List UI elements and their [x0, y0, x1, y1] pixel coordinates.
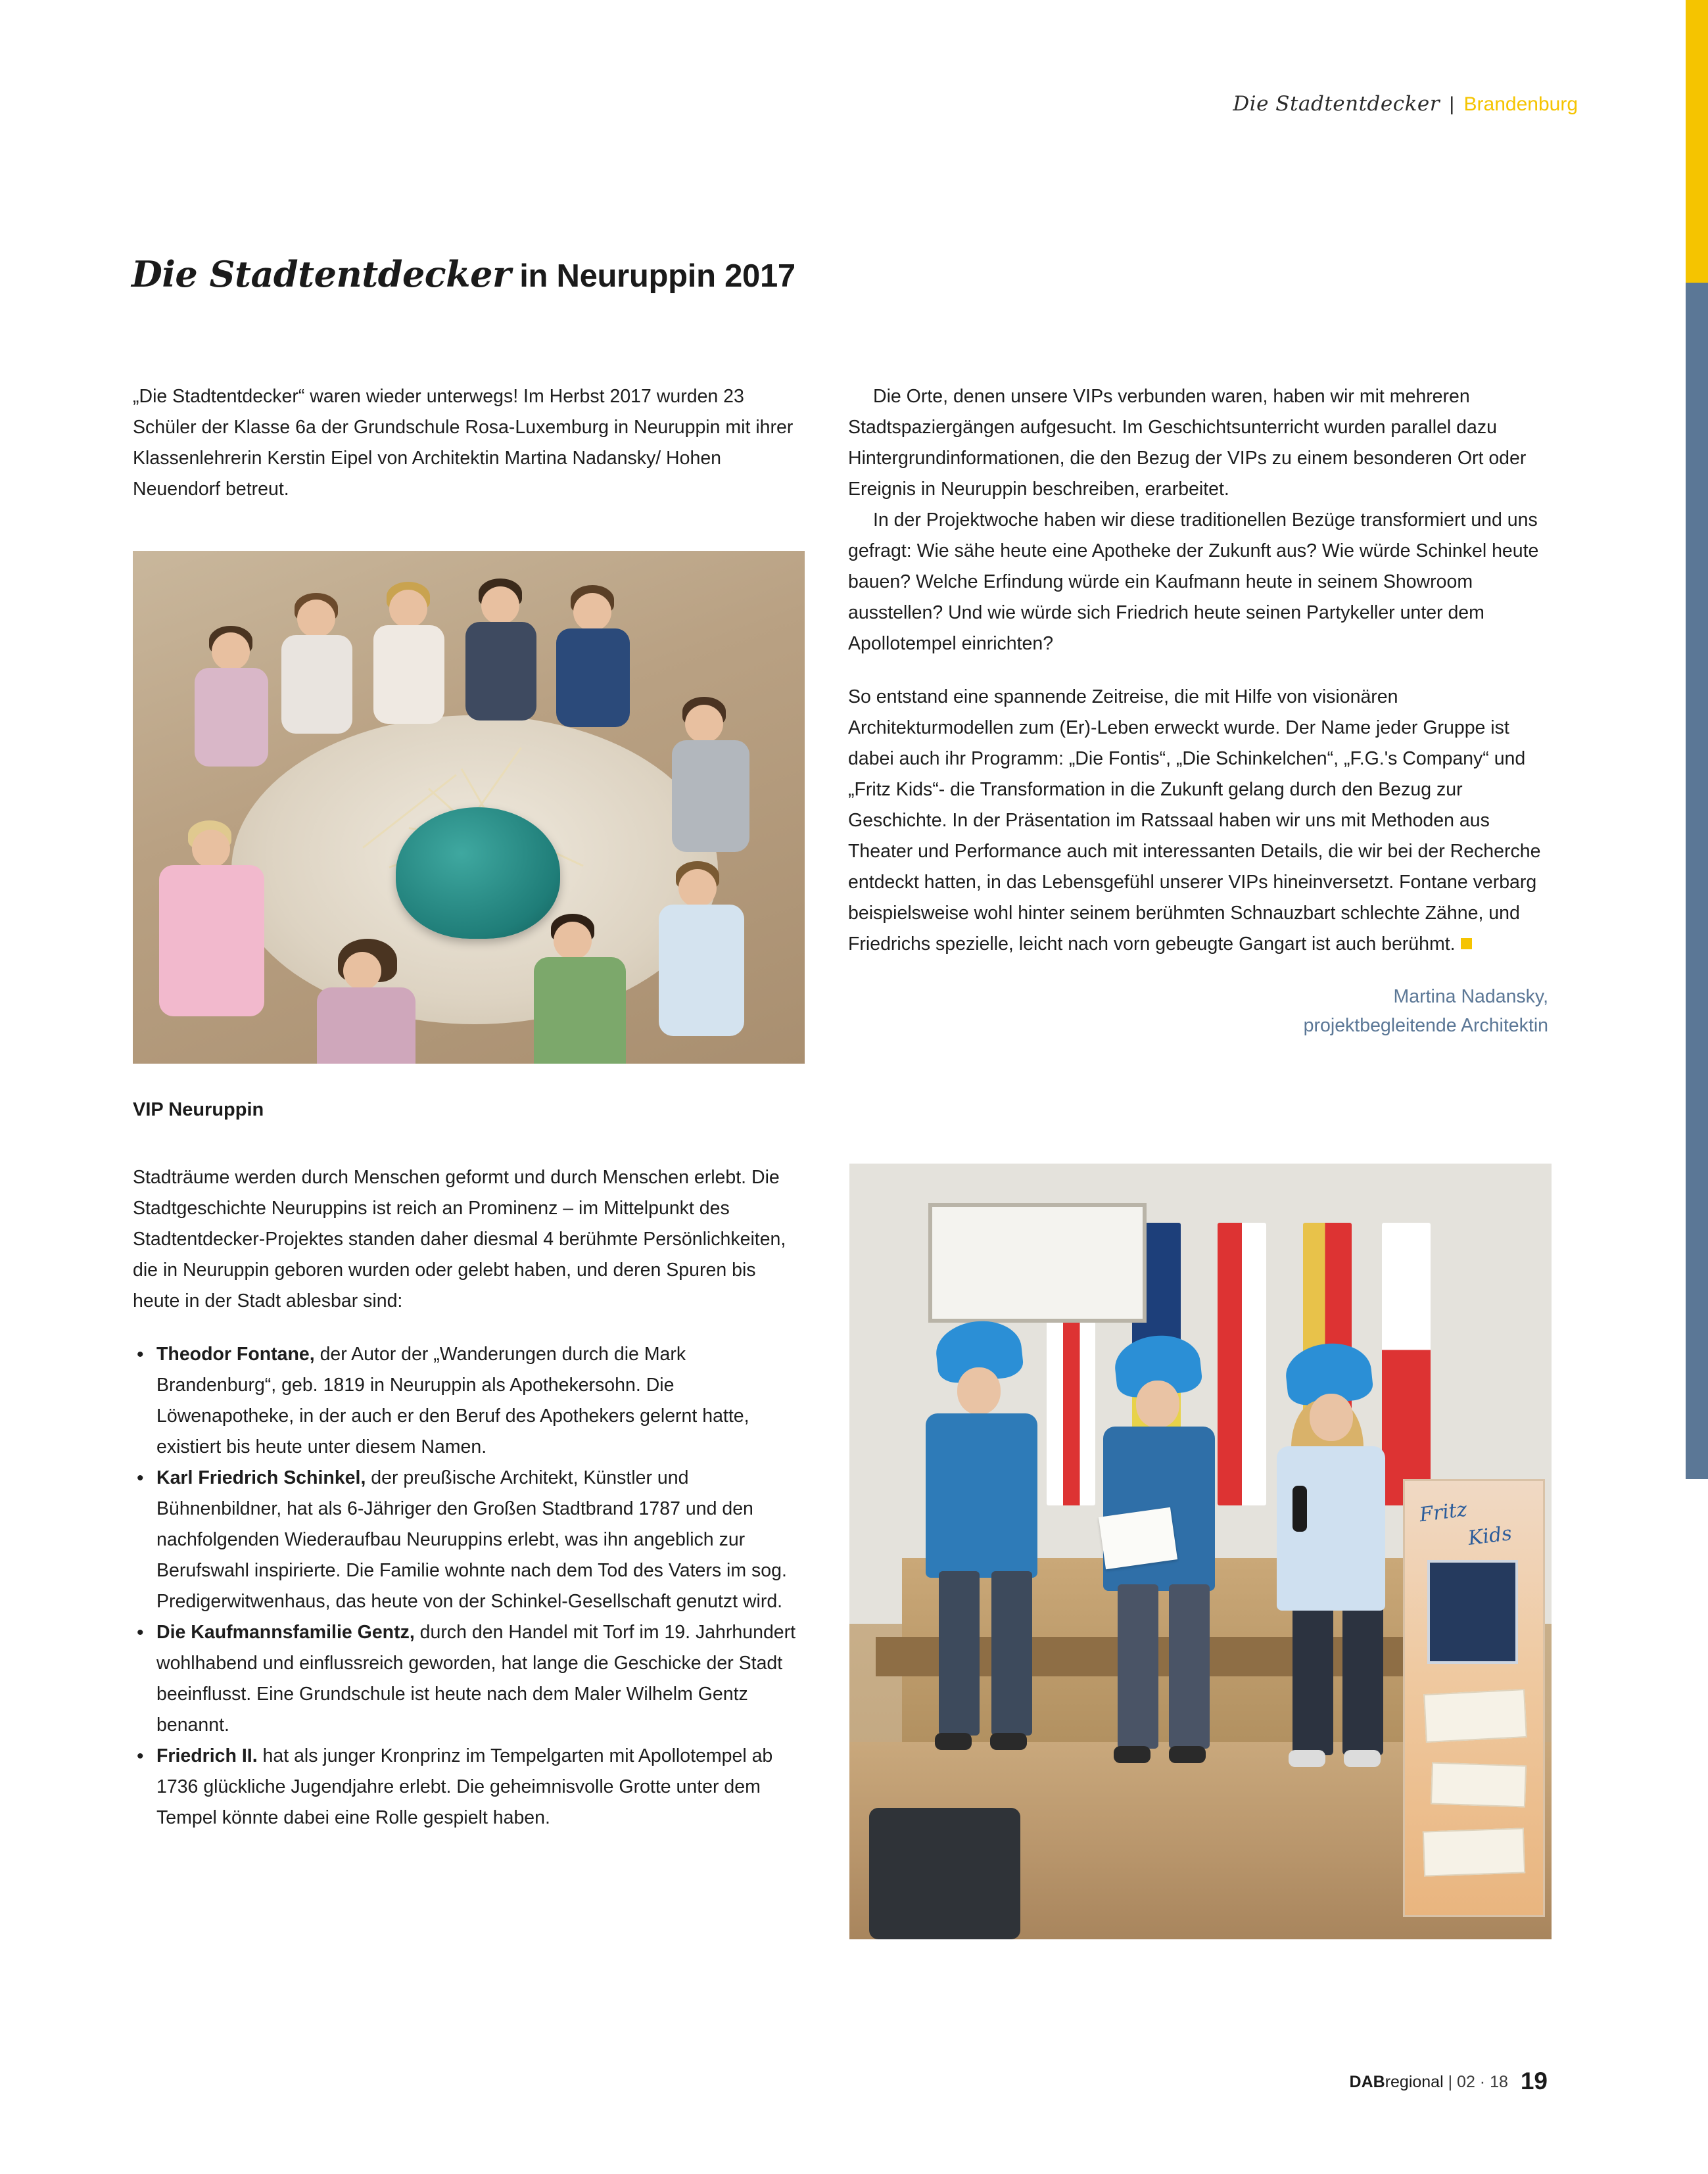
- subheading-vip-neuruppin: VIP Neuruppin: [133, 1099, 264, 1120]
- list-item: [133, 1617, 805, 1741]
- list-item: [133, 1741, 805, 1833]
- left-column-lower: [133, 1162, 805, 1833]
- poster-title-line2: Kids: [1467, 1522, 1513, 1550]
- vip-text: der Autor der „Wanderungen durch die Mark Brandenburg“, geb. 1819 in Neuruppin als Apothekersohn. Die Löwenapotheke, in der auch er den Beruf des Apothekers gelernt hatte, existiert bis heute unter diesem Namen.: [156, 1344, 749, 1457]
- list-item: [133, 1463, 805, 1617]
- article-signature: [848, 982, 1548, 1040]
- vip-text: hat als junger Kronprinz im Tempelgarten mit Apollotempel ab 1736 glückliche Jugendjahre erlebt. Die geheimnisvolle Grotte unter dem Tempel könnte dabei eine Rolle gespielt haben.: [156, 1745, 773, 1828]
- right-column: [848, 381, 1548, 1040]
- vip-name: Die Kaufmannsfamilie Gentz,: [156, 1622, 415, 1643]
- vip-name: Theodor Fontane,: [156, 1344, 315, 1365]
- footer-issue: 02 · 18: [1457, 2073, 1508, 2091]
- paragraph-projektwoche: In der Projektwoche haben wir diese traditionellen Bezüge transformiert und uns gefragt: Wie sähe heute eine Apotheke der Zukunft aus? Wie würde Schinkel heute bauen? Welche Erfindung würde ein Kaufmann heute in seinem Showroom ausstellen? Und wie würde sich Friedrich heute seinen Partykeller unter dem Apollotempel einrichten?: [848, 509, 1539, 654]
- footer-brand-rest: regional: [1385, 2073, 1444, 2091]
- photo-workshop: [133, 551, 805, 1064]
- vip-name: Friedrich II.: [156, 1745, 258, 1766]
- poster-note: [1423, 1828, 1525, 1876]
- running-header: [789, 92, 1578, 116]
- noticeboard: [928, 1203, 1147, 1323]
- running-header-title: Die Stadtentdecker: [1233, 92, 1440, 116]
- edge-bar-yellow: [1686, 0, 1708, 283]
- flag-icon: [1382, 1223, 1431, 1505]
- microphone-icon: [1293, 1486, 1307, 1532]
- vip-name: Karl Friedrich Schinkel,: [156, 1467, 366, 1488]
- page-title-script: Die Stadtentdecker: [131, 253, 511, 295]
- group-poster: [1403, 1479, 1545, 1917]
- paragraph-stadtraeume: Stadträume werden durch Menschen geformt und durch Menschen erlebt. Die Stadtgeschichte Neuruppins ist reich an Prominenz – im Mittelpunkt des Stadtentdecker-Projektes standen daher diesmal 4 berühmte Persönlichkeiten, die in Neuruppin geboren wurden oder gelebt haben, und deren Spuren bis heute in der Stadt ablesbar sind:: [133, 1167, 786, 1311]
- flag-icon: [1218, 1223, 1266, 1505]
- poster-title-line1: Fritz: [1418, 1498, 1469, 1527]
- list-item: [133, 1339, 805, 1463]
- edge-bar-blue: [1686, 283, 1708, 1479]
- paragraph-zeitreise: [848, 682, 1548, 960]
- vip-text: durch den Handel mit Torf im 19. Jahrhundert wohlhabend und einflussreich geworden, hat lange die Geschicke der Stadt beeinflusst. Eine Grundschule ist heute nach dem Maler Wilhelm Gentz benannt.: [156, 1622, 796, 1736]
- signature-name: Martina Nadansky,: [1393, 986, 1548, 1007]
- vip-list: [133, 1339, 805, 1833]
- architecture-model: [396, 807, 560, 939]
- footer-separator: |: [1448, 2073, 1453, 2091]
- page-footer: [1350, 2068, 1548, 2095]
- end-of-article-mark: [1461, 938, 1472, 949]
- photo-presentation: [849, 1164, 1552, 1939]
- page-number: 19: [1520, 2068, 1548, 2094]
- paragraph-orte: Die Orte, denen unsere VIPs verbunden waren, haben wir mit mehreren Stadtspaziergängen aufgesucht. Im Geschichtsunterricht wurden parallel dazu Hintergrundinformationen, die den Bezug der VIPs zu einem besonderen Ort oder Ereignis in Neuruppin beschreiben, erarbeitet.: [848, 386, 1527, 500]
- poster-note: [1423, 1689, 1527, 1743]
- vip-text: der preußische Architekt, Künstler und Bühnenbildner, hat als 6-Jähriger den Großen Stadtbrand 1787 und den nachfolgenden Wiederaufbau Neuruppins erlebt, was ihn angeblich zur Berufswahl inspirierte. Die Familie wohnte nach dem Tod des Vaters im sog. Predigerwitwenhaus, das heute von der Schinkel-Gesellschaft genutzt wird.: [156, 1467, 787, 1612]
- poster-portrait: [1427, 1560, 1518, 1664]
- running-header-separator: |: [1449, 93, 1455, 115]
- footer-brand: DAB: [1349, 2073, 1385, 2091]
- signature-role: projektbegleitende Architektin: [1303, 1015, 1548, 1036]
- page-title-rest: in Neuruppin 2017: [510, 258, 795, 294]
- poster-note: [1431, 1762, 1527, 1808]
- paragraph-intro: „Die Stadtentdecker“ waren wieder unterwegs! Im Herbst 2017 wurden 23 Schüler der Klasse 6a der Grundschule Rosa-Luxemburg in Neuruppin mit ihrer Klassenlehrerin Kerstin Eipel von Architektin Martina Nadansky/ Hohen Neuendorf betreut.: [133, 386, 794, 500]
- chair: [869, 1808, 1020, 1939]
- page-title: [131, 253, 1381, 295]
- running-header-region: Brandenburg: [1463, 93, 1578, 115]
- paragraph-zeitreise-text: So entstand eine spannende Zeitreise, die mit Hilfe von visionären Architekturmodellen zum (Er)-Leben erweckt wurde. Der Name jeder Gruppe ist dabei auch ihr Programm: „Die Fontis“, „Die Schinkelchen“, „F.G.'s Company“ und „Fritz Kids“- die Transformation in die Zukunft gelang durch den Bezug zur Geschichte. In der Präsentation im Ratssaal haben wir uns mit Methoden aus Theater und Performance auch mit interessanten Details, die wir bei der Recherche entdeckt hatten, in das Lebensgefühl unserer VIPs hineinversetzt. Fontane verbarg beispielsweise wohl hinter seinem berühmten Schnauzbart schlechte Zähne, und Friedrichs spezielle, leicht nach vorn gebeugte Gangart ist auch berühmt.: [848, 686, 1541, 955]
- left-column-intro: [133, 381, 803, 505]
- paper-sheet: [1099, 1507, 1177, 1570]
